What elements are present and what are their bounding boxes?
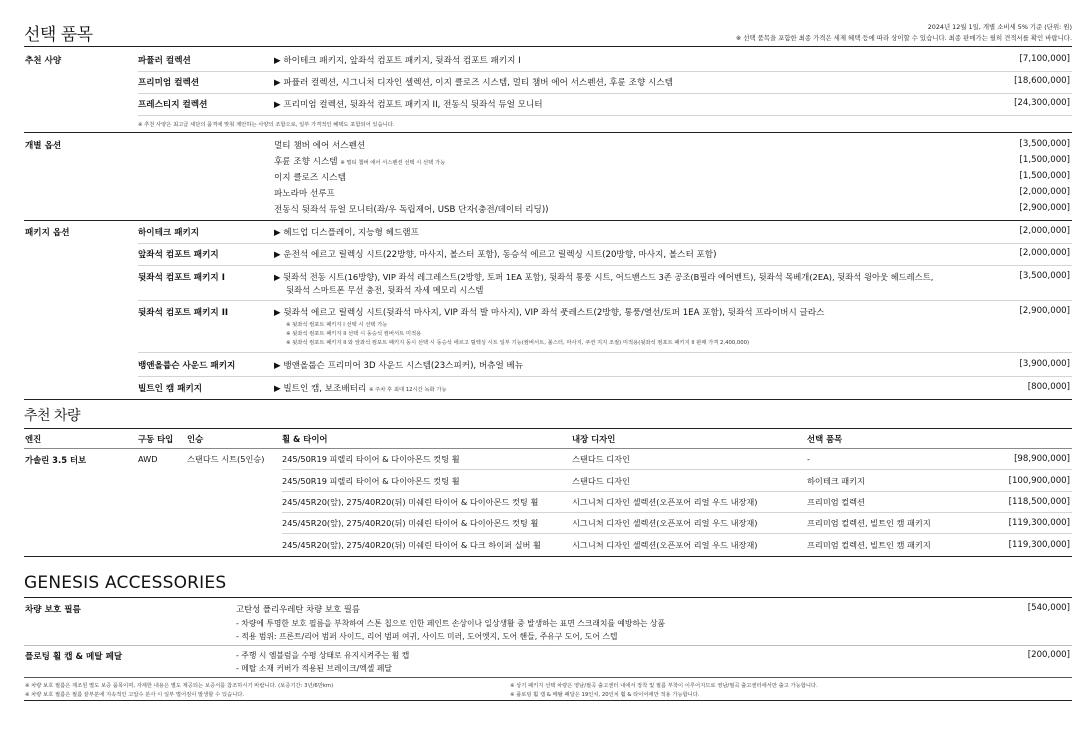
row-divider [138,376,1072,377]
col-interior: 내장 디자인 [572,434,616,444]
vehicle-interior-5: 시그니처 디자인 셀렉션(오픈포어 리얼 우드 내장재) [572,540,758,550]
col-wheel: 휠 & 타이어 [282,434,328,444]
vehicle-options-4: 프리미엄 컬렉션, 빌트인 캠 패키지 [807,518,931,528]
individual-note-2: ※ 멀티 챔버 에어 서스펜션 선택 시 선택 가능 [340,160,446,166]
row-divider [282,491,1072,492]
package-note-4c: ※ 뒷좌석 컴포트 패키지 II 와 앞좌석 컴포트 패키지 동시 선택 시 동승석 에르고 릴렉싱 시트 일부 기능(컴버서트, 볼스터, 마사지, 쿠션 지지 조절) 미적용(뒷좌석 컴포트 패키지 II 판매 가격 2,400,000) [286,340,750,346]
col-options: 선택 품목 [807,434,843,444]
recommended-price-3: [24,300,000] [1014,98,1070,108]
individual-desc-5: 전동식 뒷좌석 듀얼 모니터(좌/우 독립제어, USB 단자(충전/데이터 리딩)) [274,205,549,215]
row-divider [282,512,1072,513]
package-desc-5: ▶ 뱅앤올룹슨 프리미어 3D 사운드 시스템(23스피커), 버츄얼 베뉴 [274,361,524,371]
vehicle-options-5: 프리미엄 컬렉션, 빌트인 캠 패키지 [807,540,931,550]
individual-desc-2 [274,155,445,167]
accessory-line-2b: - 메탈 소재 커버가 적용된 브레이크/엑셀 페달 [236,664,392,673]
price-basis-note: 2024년 12월 1일, 개별 소비세 5% 기준 (단위: 원) [927,23,1072,31]
vehicles-title: 추천 차량 [24,408,81,424]
accessory-note-right-1: ※ 상기 패키지 선택 차량은 영남/필곡 출고센터 내에서 장착 및 필름 부착이 이루어지므로 영남/필곡 출고센터에서만 출고 가능합니다. [510,683,818,689]
package-price-2: [2,000,000] [1019,248,1070,258]
package-price-4: [2,900,000] [1019,306,1070,316]
vehicle-interior-4: 시그니처 디자인 셀렉션(오픈포어 리얼 우드 내장재) [572,518,758,528]
package-note-4a: ※ 뒷좌석 컴포트 패키지 I 선택 시 선택 가능 [286,322,388,328]
section-divider [24,556,1072,557]
package-name-6: 빌트인 캠 패키지 [138,384,203,394]
vehicle-wheel-4: 245/45R20(앞), 275/40R20(뒤) 미쉐린 타이어 & 다이아몬드 컷팅 휠 [282,518,539,528]
individual-price-1: [3,500,000] [1019,139,1070,149]
accessory-line-1a: - 차량에 투명한 보호 필름을 부착하여 스톤 칩으로 인한 페인트 손상이나 일상생활 중 발생하는 표면 스크래치를 예방하는 상품 [236,619,666,628]
row-divider [138,115,1072,116]
individual-desc-3: 이지 클로즈 시스템 [274,173,346,183]
accessory-name-1: 차량 보호 필름 [25,605,81,615]
recommended-price-2: [18,600,000] [1014,76,1070,86]
col-engine: 엔진 [25,434,42,444]
package-name-1: 하이테크 패키지 [138,228,200,238]
row-divider [138,71,1072,72]
package-desc-1: ▶ 헤드업 디스플레이, 지능형 헤드램프 [274,228,419,238]
individual-desc-4: 파노라마 선루프 [274,189,335,199]
vehicle-price-1: [98,900,000] [1014,454,1070,464]
accessory-line-2a: - 주행 시 엠블럼을 수평 상태로 유지시켜주는 휠 캡 [236,651,410,660]
recommended-desc-1: ▶ 하이테크 패키지, 앞좌석 컴포트 패키지, 뒷좌석 컴포트 패키지 I [274,56,521,66]
package-price-6: [800,000] [1027,382,1070,392]
header-divider [24,46,1072,47]
vehicle-interior-3: 시그니처 디자인 셀렉션(오픈포어 리얼 우드 내장재) [572,497,758,507]
footer-divider [24,700,1072,701]
individual-desc-1: 멀티 챔버 에어 서스펜션 [274,141,366,151]
vehicle-seat: 스탠다드 시트(5인승) [187,454,265,464]
package-price-1: [2,000,000] [1019,226,1070,236]
row-divider [138,300,1072,301]
vehicle-wheel-3: 245/45R20(앞), 275/40R20(뒤) 미쉐린 타이어 & 다이아몬드 컷팅 휠 [282,497,539,507]
recommended-name-2: 프리미엄 컬렉션 [138,78,200,88]
vehicle-options-1: - [807,454,810,464]
recommended-name-3: 프레스티지 컬렉션 [138,100,208,110]
packages-category: 패키지 옵션 [25,228,70,238]
vehicle-price-3: [118,500,000] [1008,497,1070,507]
accessory-name-2: 플로팅 휠 캡 & 메탈 페달 [25,652,123,662]
individual-price-5: [2,900,000] [1019,203,1070,213]
package-desc-3-line2: 뒷좌석 스마트폰 무선 충전, 뒷좌석 자세 메모리 시스템 [286,285,484,295]
package-desc-4: ▶ 뒷좌석 에르고 릴렉싱 시트(뒷좌석 마사지, VIP 좌석 발 마사지), VIP 좌석 풋레스트(2방향, 통풍/열선/토퍼 1EA 포함), 뒷좌석 프라이버시 글라스 [274,308,825,318]
accessory-note-right-2: ※ 플로팅 휠 캡 & 메탈 페달은 19인치, 20인치 휠 & 타이어에만 적용 가능합니다. [510,692,700,698]
package-note-4b: ※ 뒷좌석 컴포트 패키지 II 선택 시 동승석 컴버서트 미적용 [286,331,422,337]
vehicle-engine: 가솔린 3.5 터보 [25,455,87,465]
section-divider [24,597,1072,598]
individual-price-4: [2,000,000] [1019,187,1070,197]
row-divider [282,469,1072,470]
accessory-note-left-2: ※ 차량 보호 필름은 필름 끝부분에 지속적인 고압수 분사 시 일부 벌어짐이 발생할 수 있습니다. [25,692,245,698]
vehicle-options-3: 프리미엄 컬렉션 [807,497,865,507]
recommended-name-1: 파퓰러 컬렉션 [138,56,191,66]
vehicle-drive: AWD [138,454,158,464]
accessory-line-1b: - 적용 범위: 프론트/리어 범퍼 사이드, 리어 범퍼 여귀, 사이드 미러, 도어엣지, 도어 핸들, 주유구 도어, 도어 스텝 [236,632,618,641]
package-price-3: [3,500,000] [1019,271,1070,281]
row-divider [138,243,1072,244]
vehicle-price-2: [100,900,000] [1008,476,1070,486]
row-divider [282,533,1072,534]
package-note-6: ※ 주차 후 최대 12시간 녹화 가능 [369,387,447,393]
accessory-note-left-1: ※ 차량 보호 필름은 제조원 별도 보증 품목이며, 자세한 내용은 별도 제공되는 보증서를 참조하시기 바랍니다. (보증기간: 3년/6만km) [25,683,334,689]
individual-category: 개별 옵션 [25,141,62,151]
row-divider [138,93,1072,94]
vehicle-price-5: [119,300,000] [1008,540,1070,550]
final-price-note: ※ 선택 품목을 포함한 최종 가격은 세제 혜택 등에 따라 상이할 수 있습니다. 최종 판매가는 필히 견적서를 확인 바랍니다. [735,34,1072,42]
package-price-5: [3,900,000] [1019,359,1070,369]
recommended-price-1: [7,100,000] [1019,54,1070,64]
accessory-price-1: [540,000] [1027,603,1070,613]
header-divider [24,448,1072,449]
row-divider [24,645,1072,646]
package-name-5: 뱅앤올룹슨 사운드 패키지 [138,361,236,371]
col-drive: 구동 타입 [138,434,174,444]
package-name-3: 뒷좌석 컴포트 패키지 I [138,273,225,283]
package-desc-6-text: ▶ 빌트인 캠, 보조배터리 [274,384,367,394]
vehicle-wheel-2: 245/50R19 피렐리 타이어 & 다이아몬드 컷팅 휠 [282,476,460,486]
package-desc-2: ▶ 운전석 에르고 릴렉싱 시트(22방향, 마사지, 볼스터 포함), 동승석 에르고 릴렉싱 시트(20방향, 마사지, 볼스터 포함) [274,250,717,260]
recommended-category: 추천 사양 [25,56,62,66]
package-desc-6 [274,382,447,394]
vehicle-wheel-5: 245/45R20(앞), 275/40R20(뒤) 미쉐린 타이어 & 다크 하이퍼 실버 휠 [282,540,541,550]
section-divider [24,428,1072,429]
section-divider [24,399,1072,400]
individual-desc-2-text: 후륜 조향 시스템 [274,157,338,167]
vehicle-price-4: [119,300,000] [1008,518,1070,528]
package-name-2: 앞좌석 컴포트 패키지 [138,250,219,260]
vehicle-wheel-1: 245/50R19 피렐리 타이어 & 다이아몬드 컷팅 휠 [282,454,460,464]
vehicle-interior-2: 스탠다드 디자인 [572,476,630,486]
recommended-desc-3: ▶ 프리미엄 컬렉션, 뒷좌석 컴포트 패키지 II, 전동식 뒷좌석 듀얼 모니터 [274,100,543,110]
accessories-title: GENESIS ACCESSORIES [24,573,227,593]
row-divider [24,677,1072,678]
recommended-desc-2: ▶ 파퓰러 컬렉션, 시그니처 디자인 셀렉션, 이지 클로즈 시스템, 멀티 챔버 에어 서스펜션, 후륜 조향 시스템 [274,78,673,88]
recommended-note: ※ 추천 사양은 최고급 세단의 품격에 맞춰 제안하는 사양의 조합으로, 일부 가격적인 혜택도 포함되어 있습니다. [138,122,395,128]
row-divider [138,265,1072,266]
page-title: 선택 품목 [24,25,93,45]
individual-price-2: [1,500,000] [1019,155,1070,165]
package-desc-3: ▶ 뒷좌석 전동 시트(16방향), VIP 좌석 레그레스트(2방향, 토퍼 1EA 포함), 뒷좌석 통풍 시트, 어드밴스드 3존 공조(B필라 에어벤트), 뒷좌석 목베개(2EA), 뒷좌석 윙아웃 헤드레스트, [274,272,934,282]
accessory-price-2: [200,000] [1027,650,1070,660]
col-seat: 인승 [187,434,204,444]
individual-price-3: [1,500,000] [1019,171,1070,181]
section-divider [24,220,1072,221]
vehicle-options-2: 하이테크 패키지 [807,476,865,486]
package-name-4: 뒷좌석 컴포트 패키지 II [138,308,229,318]
section-divider [24,132,1072,133]
row-divider [138,352,1072,353]
vehicle-interior-1: 스탠다드 디자인 [572,454,630,464]
accessory-title-1: 고탄성 폴리우레탄 차량 보호 필름 [236,604,360,614]
